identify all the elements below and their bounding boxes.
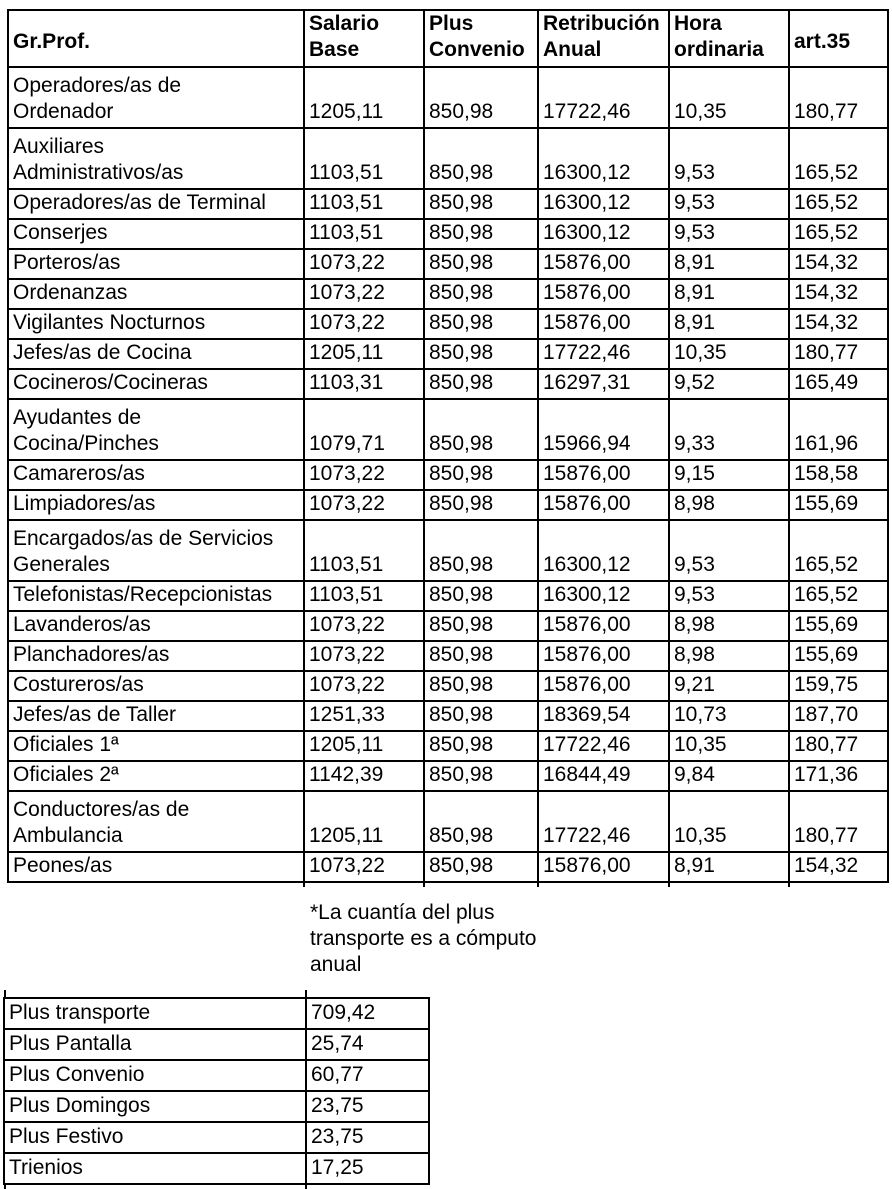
cell-value: 1103,51	[304, 219, 424, 249]
cell-value: 850,98	[424, 399, 538, 460]
cell-value: 155,69	[789, 611, 888, 641]
border-tick	[788, 880, 790, 887]
cell-value: 9,15	[669, 460, 789, 490]
cell-value: 1073,22	[304, 279, 424, 309]
cell-value: 15876,00	[538, 490, 669, 520]
cell-plus-name: Trienios	[4, 1153, 306, 1184]
cell-value: 850,98	[424, 490, 538, 520]
plus-table-row	[4, 1029, 429, 1060]
cell-group-name: Porteros/as	[8, 249, 304, 279]
cell-value: 17722,46	[538, 731, 669, 761]
cell-value: 9,53	[669, 219, 789, 249]
table-row	[8, 309, 888, 339]
plus-table-row	[4, 1091, 429, 1122]
border-tick	[668, 880, 670, 887]
plus-table-row	[4, 1122, 429, 1153]
cell-value: 155,69	[789, 641, 888, 671]
table-row	[8, 399, 888, 460]
cell-value: 850,98	[424, 249, 538, 279]
cell-value: 15876,00	[538, 641, 669, 671]
cell-value: 8,91	[669, 279, 789, 309]
cell-plus-name: Plus Pantalla	[4, 1029, 306, 1060]
cell-value: 15876,00	[538, 279, 669, 309]
cell-value: 1079,71	[304, 399, 424, 460]
cell-value: 16300,12	[538, 128, 669, 189]
cell-group-name: Costureros/as	[8, 671, 304, 701]
cell-group-name: Operadores/as de Terminal	[8, 189, 304, 219]
cell-value: 9,52	[669, 369, 789, 399]
cell-value: 1073,22	[304, 490, 424, 520]
cell-value: 16300,12	[538, 219, 669, 249]
cell-value: 165,52	[789, 128, 888, 189]
cell-value: 165,52	[789, 219, 888, 249]
table-row	[8, 219, 888, 249]
cell-value: 1142,39	[304, 761, 424, 791]
cell-value: 850,98	[424, 219, 538, 249]
cell-value: 850,98	[424, 520, 538, 581]
cell-value: 1073,22	[304, 611, 424, 641]
cell-plus-value: 25,74	[306, 1029, 429, 1060]
cell-value: 1205,11	[304, 339, 424, 369]
cell-plus-value: 17,25	[306, 1153, 429, 1184]
cell-value: 180,77	[789, 339, 888, 369]
cell-value: 8,98	[669, 611, 789, 641]
border-tick	[305, 990, 307, 997]
column-header: Gr.Prof.	[8, 10, 304, 67]
cell-group-name: Oficiales 1ª	[8, 731, 304, 761]
table-row	[8, 339, 888, 369]
cell-value: 154,32	[789, 309, 888, 339]
cell-value: 1073,22	[304, 249, 424, 279]
cell-value: 1103,51	[304, 189, 424, 219]
cell-value: 8,98	[669, 490, 789, 520]
border-tick	[4, 1183, 6, 1189]
table-row	[8, 369, 888, 399]
cell-value: 18369,54	[538, 701, 669, 731]
cell-value: 15876,00	[538, 611, 669, 641]
cell-value: 15876,00	[538, 671, 669, 701]
cell-plus-name: Plus Convenio	[4, 1060, 306, 1091]
cell-group-name: Jefes/as de Taller	[8, 701, 304, 731]
cell-value: 16300,12	[538, 520, 669, 581]
footnote-line: anual	[310, 953, 362, 976]
cell-value: 15876,00	[538, 460, 669, 490]
cell-value: 10,35	[669, 339, 789, 369]
cell-value: 16300,12	[538, 189, 669, 219]
cell-plus-value: 709,42	[306, 998, 429, 1029]
footnote-line: transporte es a cómputo	[310, 927, 537, 950]
cell-group-name: Operadores/as de Ordenador	[8, 67, 304, 128]
cell-value: 15876,00	[538, 852, 669, 882]
cell-value: 165,52	[789, 189, 888, 219]
table-row	[8, 279, 888, 309]
cell-value: 16297,31	[538, 369, 669, 399]
cell-value: 9,53	[669, 128, 789, 189]
cell-value: 1073,22	[304, 671, 424, 701]
cell-group-name: Conductores/as de Ambulancia	[8, 791, 304, 852]
column-header: Retribución Anual	[538, 10, 669, 67]
cell-value: 9,21	[669, 671, 789, 701]
cell-value: 850,98	[424, 189, 538, 219]
cell-value: 9,33	[669, 399, 789, 460]
cell-value: 1073,22	[304, 460, 424, 490]
cell-value: 1205,11	[304, 791, 424, 852]
cell-value: 850,98	[424, 701, 538, 731]
table-row	[8, 490, 888, 520]
cell-group-name: Cocineros/Cocineras	[8, 369, 304, 399]
cell-value: 16844,49	[538, 761, 669, 791]
cell-group-name: Conserjes	[8, 219, 304, 249]
cell-plus-value: 60,77	[306, 1060, 429, 1091]
cell-value: 8,91	[669, 309, 789, 339]
cell-value: 161,96	[789, 399, 888, 460]
cell-plus-name: Plus transporte	[4, 998, 306, 1029]
cell-value: 850,98	[424, 339, 538, 369]
cell-value: 1073,22	[304, 852, 424, 882]
cell-value: 850,98	[424, 761, 538, 791]
cell-group-name: Peones/as	[8, 852, 304, 882]
cell-value: 850,98	[424, 671, 538, 701]
table-row	[8, 460, 888, 490]
cell-value: 171,36	[789, 761, 888, 791]
table-row	[8, 581, 888, 611]
cell-value: 850,98	[424, 731, 538, 761]
cell-value: 187,70	[789, 701, 888, 731]
cell-value: 158,58	[789, 460, 888, 490]
column-header: Salario Base	[304, 10, 424, 67]
cell-value: 1103,51	[304, 128, 424, 189]
table-row	[8, 611, 888, 641]
cell-value: 9,53	[669, 520, 789, 581]
cell-value: 850,98	[424, 369, 538, 399]
footnote-line: *La cuantía del plus	[310, 901, 495, 924]
border-tick	[305, 1183, 307, 1189]
column-header: Hora ordinaria	[669, 10, 789, 67]
cell-value: 8,98	[669, 641, 789, 671]
cell-value: 10,35	[669, 67, 789, 128]
plus-table	[3, 997, 430, 1185]
border-tick	[303, 880, 305, 887]
table-row	[8, 852, 888, 882]
salary-table	[7, 9, 889, 883]
cell-value: 155,69	[789, 490, 888, 520]
cell-group-name: Telefonistas/Recepcionistas	[8, 581, 304, 611]
cell-value: 154,32	[789, 852, 888, 882]
cell-group-name: Planchadores/as	[8, 641, 304, 671]
cell-value: 850,98	[424, 791, 538, 852]
table-row	[8, 701, 888, 731]
cell-group-name: Ordenanzas	[8, 279, 304, 309]
cell-value: 1205,11	[304, 731, 424, 761]
table-row	[8, 249, 888, 279]
plus-table-row	[4, 1153, 429, 1184]
cell-value: 1251,33	[304, 701, 424, 731]
table-row	[8, 761, 888, 791]
cell-value: 154,32	[789, 279, 888, 309]
table-row	[8, 128, 888, 189]
table-row	[8, 731, 888, 761]
cell-value: 180,77	[789, 67, 888, 128]
border-tick	[4, 990, 6, 997]
cell-value: 165,49	[789, 369, 888, 399]
cell-plus-name: Plus Domingos	[4, 1091, 306, 1122]
cell-group-name: Oficiales 2ª	[8, 761, 304, 791]
cell-value: 8,91	[669, 249, 789, 279]
cell-value: 165,52	[789, 581, 888, 611]
cell-value: 15966,94	[538, 399, 669, 460]
cell-value: 850,98	[424, 279, 538, 309]
cell-value: 10,35	[669, 791, 789, 852]
cell-value: 850,98	[424, 67, 538, 128]
border-tick	[423, 880, 425, 887]
cell-group-name: Camareros/as	[8, 460, 304, 490]
cell-plus-value: 23,75	[306, 1122, 429, 1153]
table-row	[8, 189, 888, 219]
cell-value: 9,53	[669, 189, 789, 219]
table-row	[8, 641, 888, 671]
cell-group-name: Jefes/as de Cocina	[8, 339, 304, 369]
cell-value: 1103,51	[304, 581, 424, 611]
cell-group-name: Auxiliares Administrativos/as	[8, 128, 304, 189]
cell-value: 1103,31	[304, 369, 424, 399]
cell-value: 17722,46	[538, 791, 669, 852]
cell-plus-value: 23,75	[306, 1091, 429, 1122]
cell-group-name: Vigilantes Nocturnos	[8, 309, 304, 339]
cell-value: 9,84	[669, 761, 789, 791]
footnote	[310, 900, 536, 978]
cell-value: 154,32	[789, 249, 888, 279]
cell-value: 850,98	[424, 852, 538, 882]
column-header: Plus Convenio	[424, 10, 538, 67]
plus-table-body	[4, 998, 429, 1184]
cell-value: 1073,22	[304, 641, 424, 671]
cell-value: 10,73	[669, 701, 789, 731]
salary-table-header	[8, 10, 888, 67]
cell-value: 1073,22	[304, 309, 424, 339]
cell-value: 165,52	[789, 520, 888, 581]
cell-value: 159,75	[789, 671, 888, 701]
cell-value: 850,98	[424, 611, 538, 641]
cell-group-name: Lavanderos/as	[8, 611, 304, 641]
cell-value: 850,98	[424, 641, 538, 671]
cell-group-name: Limpiadores/as	[8, 490, 304, 520]
cell-value: 16300,12	[538, 581, 669, 611]
cell-value: 1103,51	[304, 520, 424, 581]
cell-value: 8,91	[669, 852, 789, 882]
plus-table-row	[4, 998, 429, 1029]
cell-value: 850,98	[424, 309, 538, 339]
border-tick	[537, 880, 539, 887]
cell-value: 850,98	[424, 581, 538, 611]
cell-value: 17722,46	[538, 339, 669, 369]
cell-group-name: Encargados/as de Servicios Generales	[8, 520, 304, 581]
cell-value: 9,53	[669, 581, 789, 611]
header-row	[8, 10, 888, 67]
cell-value: 17722,46	[538, 67, 669, 128]
cell-value: 15876,00	[538, 309, 669, 339]
salary-table-body	[8, 67, 888, 882]
plus-table-row	[4, 1060, 429, 1091]
cell-group-name: Ayudantes de Cocina/Pinches	[8, 399, 304, 460]
cell-value: 10,35	[669, 731, 789, 761]
table-row	[8, 671, 888, 701]
table-row	[8, 520, 888, 581]
table-row	[8, 791, 888, 852]
cell-value: 850,98	[424, 128, 538, 189]
table-row	[8, 67, 888, 128]
cell-value: 1205,11	[304, 67, 424, 128]
column-header: art.35	[789, 10, 888, 67]
cell-value: 180,77	[789, 791, 888, 852]
cell-value: 180,77	[789, 731, 888, 761]
cell-plus-name: Plus Festivo	[4, 1122, 306, 1153]
cell-value: 850,98	[424, 460, 538, 490]
cell-value: 15876,00	[538, 249, 669, 279]
